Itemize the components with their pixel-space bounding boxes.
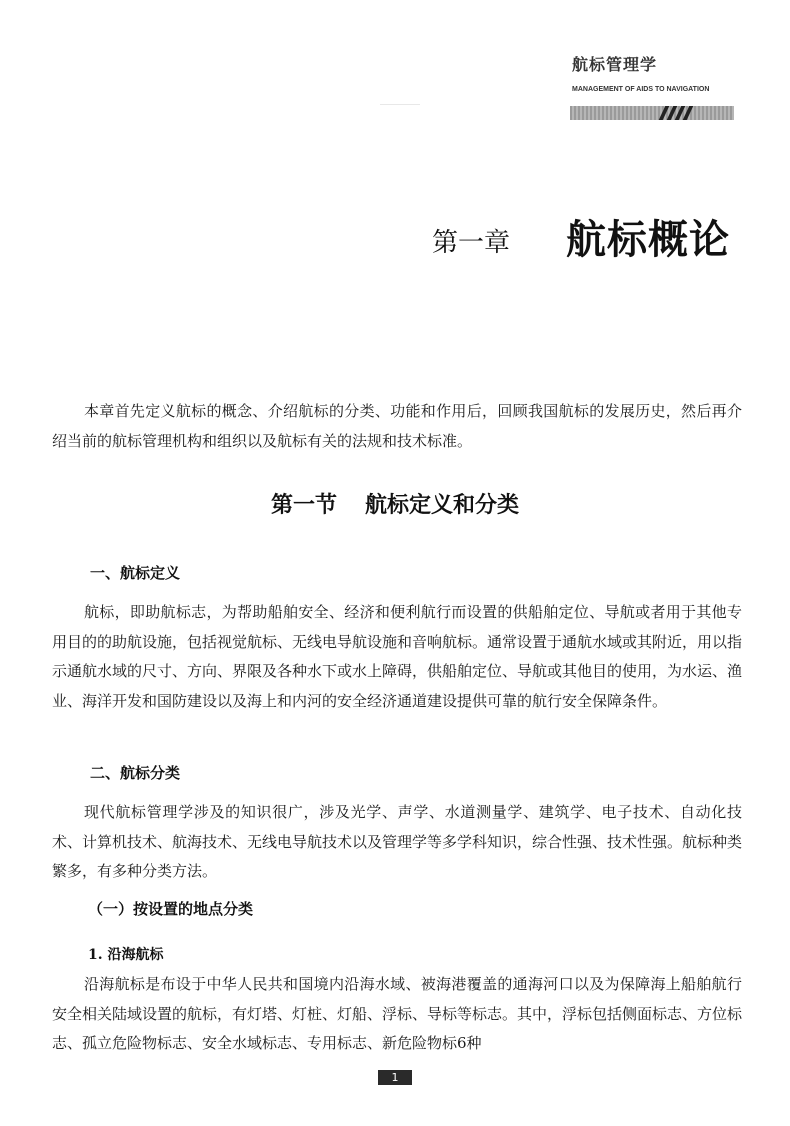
subsection-heading-classification: 二、航标分类 [90,764,181,782]
section-name: 航标定义和分类 [365,492,520,518]
classification-paragraph: 现代航标管理学涉及的知识很广，涉及光学、声学、水道测量学、建筑学、电子技术、自动化技术、计算机技术、航海技术、无线电导航技术以及管理学等多学科知识，综合性强、技术性强。航标种类繁多，有多种分类方法。 [52,803,743,880]
page-number: 1 [378,1070,412,1085]
divider [380,104,420,105]
subsection-heading-definition: 一、航标定义 [90,564,181,582]
section-label: 第一节 [270,492,337,518]
header-decorative-bar [570,106,734,120]
header-title: 航标管理学 [572,55,658,74]
definition-paragraph: 航标，即助航标志，为帮助船舶安全、经济和便利航行而设置的供船舶定位、导航或者用于其他专用目的的助航设施，包括视觉航标、无线电导航设施和音响航标。通常设置于通航水域或其附近，用以指示通航水域的尺寸、方向、界限及各种水下或水上障碍，供船舶定位、导航或其他目的使用，为水运、渔业、海洋开发和国防建设以及海上和内河的安全经济通道建设提供可靠的航行安全保障条件。 [52,603,743,710]
chapter-label: 第一章 [432,228,511,258]
item-heading-coastal: 1. 沿海航标 [88,947,164,963]
chapter-title: 航标概论 [566,216,730,263]
section-title [0,488,790,519]
intro-paragraph: 本章首先定义航标的概念、介绍航标的分类、功能和作用后，回顾我国航标的发展历史，然后再介绍当前的航标管理机构和组织以及航标有关的法规和技术标准。 [52,402,742,450]
coastal-paragraph: 沿海航标是布设于中华人民共和国境内沿海水域、被海港覆盖的通海河口以及为保障海上船舶航行安全相关陆域设置的航标，有灯塔、灯桩、灯船、浮标、导标等标志。其中，浮标包括侧面标志、方位标志、孤立危险物标志、安全水域标志、专用标志、新危险物标6种 [52,975,743,1052]
subsubsection-heading: （一）按设置的地点分类 [88,900,254,918]
header-subtitle: MANAGEMENT OF AIDS TO NAVIGATION [572,86,710,93]
